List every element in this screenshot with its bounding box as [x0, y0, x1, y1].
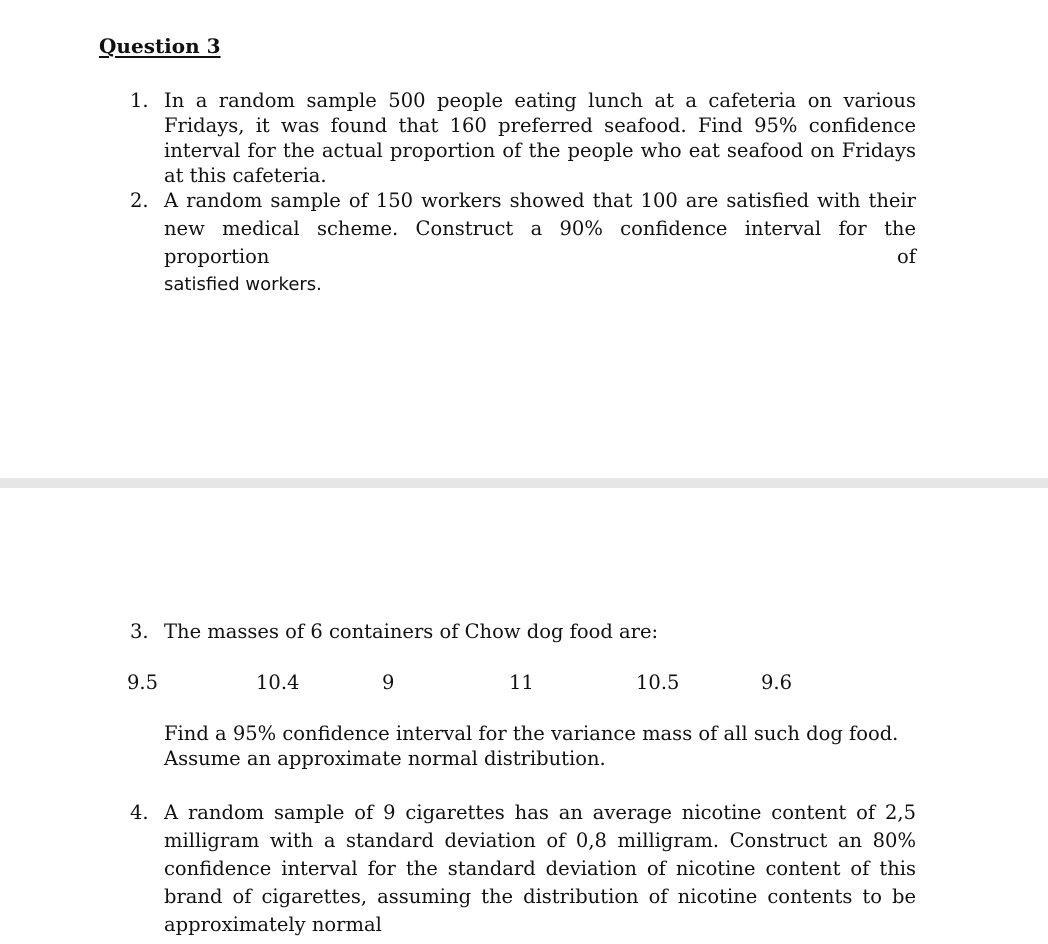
- mass-values-row: [0, 671, 1048, 697]
- item-number: 3.: [130, 620, 149, 643]
- item-intro: The masses of 6 containers of Chow dog food are:: [164, 620, 659, 643]
- question-item-1: [130, 88, 920, 188]
- question-item-4: [130, 799, 920, 939]
- question-heading: Question 3: [99, 34, 221, 58]
- item-text-tail: satisfied workers.: [164, 274, 322, 295]
- question-item-2: [130, 187, 920, 299]
- item-number: 4.: [130, 801, 149, 824]
- mass-value: 10.5: [636, 671, 680, 694]
- question-item-3: [130, 619, 920, 644]
- mass-value: 9: [382, 671, 395, 694]
- item-text: A random sample of 150 workers showed that 100 are satisfied with their new medical scheme. Construct a 90% confidence interval for the proportion of: [164, 189, 916, 268]
- mass-value: 9.5: [127, 671, 159, 694]
- item-instruction: Find a 95% confidence interval for the variance mass of all such dog food. Assume an approximate normal distribution.: [164, 722, 899, 770]
- item-text: A random sample of 9 cigarettes has an average nicotine content of 2,5 milligram with a standard deviation of 0,8 milligram. Construct an 80% confidence interval for the standard deviation of nicotine content of this brand of cigarettes, assuming the distribution of nicotine contents to be approximately normal: [164, 801, 916, 936]
- item-text: In a random sample 500 people eating lunch at a cafeteria on various Fridays, it was found that 160 preferred seafood. Find 95% confidence interval for the actual proportion of the people who eat seafood on Fridays at this cafeteria.: [164, 89, 916, 187]
- page-break: [0, 478, 1048, 488]
- item-number: 1.: [130, 89, 149, 112]
- item-number: 2.: [130, 189, 149, 212]
- mass-value: 10.4: [256, 671, 300, 694]
- question-item-3-instruction: [130, 721, 920, 771]
- mass-value: 11: [509, 671, 534, 694]
- mass-value: 9.6: [761, 671, 793, 694]
